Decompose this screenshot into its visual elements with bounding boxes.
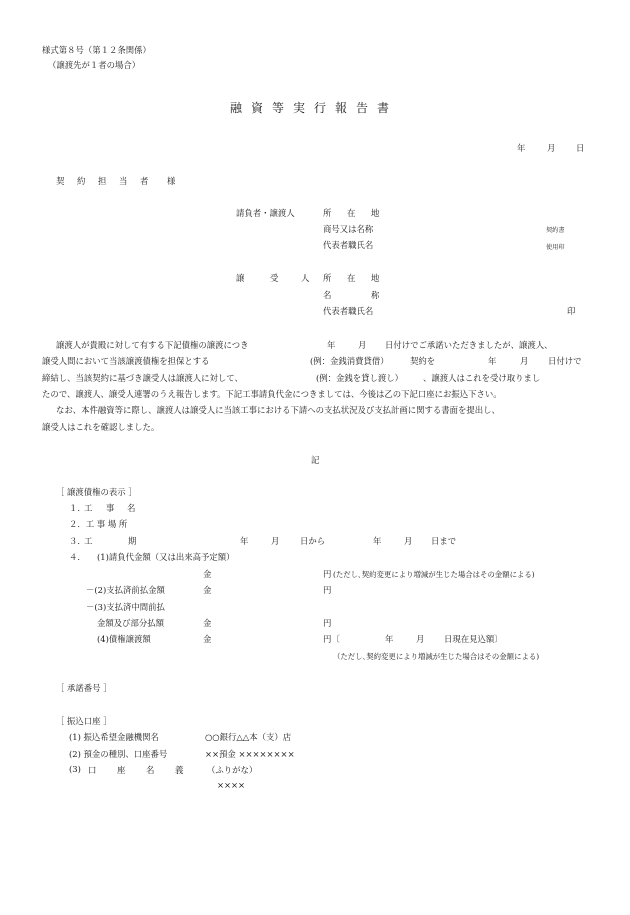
account-r3-kana: （ふりがな） [207,765,258,775]
claims-heading: ［ 譲渡債権の表示 ］ [56,487,137,497]
assignee-address-char: 地 [371,273,380,283]
addressee-honorific: 様 [167,176,176,186]
account-r3-value: ×××× [217,780,246,790]
body-p1-l2-a: 譲受人間において当該譲渡債権を担保とする [42,356,210,366]
item4-1-en: 円 [323,569,332,579]
approval-heading: ［ 承諾番号 ］ [56,683,112,693]
item4-3-kin: 金 [203,618,212,628]
addressee-char: 者 [140,176,149,186]
item4-1-label: (1)請負代金額（又は出来高予定額） [97,552,235,562]
account-r2-value: ××預金 ×××××××× [205,749,295,759]
item4-4-note: （ただし､契約変更により増減が生じた場合はその金額による) [333,652,540,661]
addressee-char: 当 [119,176,128,186]
item3-month: 月 [271,536,280,546]
body-p2-l1: なお、本件融資等に際し、譲渡人は譲受人に当該工事における下請への支払状況及び支払計画に関する書面を提出し、 [56,405,500,415]
account-r3-char: 名 [146,765,155,775]
account-r2-label: (2) 預金の種別、口座番号 [69,749,168,759]
assignor-name-label: 商号又は名称 [323,224,374,234]
account-r3-char: 座 [117,765,126,775]
item4-4-label: (4)債権譲渡額 [97,634,151,644]
account-r1-label: (1) 振込希望金融機関名 [69,732,159,742]
item4-4-kin: 金 [203,634,212,644]
contract-seal-note: 契約書 [546,227,565,234]
body-p1-l1-a: 譲渡人が貴殿に対して有する下記債権の譲渡につき [56,340,249,350]
item4-3-label-cont: 金額及び部分払額 [97,618,164,628]
item3-year: 年 [240,536,249,546]
item4-2-en: 円 [323,585,332,595]
item3-until: 日まで [431,536,457,546]
use-seal-note: 使用印 [546,244,565,251]
item4-number: ４． [69,552,86,562]
item4-1-kin: 金 [203,569,212,579]
assignee-address-char: 在 [347,273,356,283]
assignor-address-char: 所 [323,208,332,218]
body-p1-l3-a: 締結し、当該契約に基づき譲受人は譲渡人に対して、 [42,373,243,383]
account-heading: ［ 振込口座 ］ [56,716,112,726]
body-p1-l1-year: 年 [327,340,336,350]
title-char: 報 [335,101,348,115]
title-char: 実 [293,101,306,115]
title-char: 等 [272,101,285,115]
item1-char: 事 [106,503,115,513]
assignor-address-char: 地 [371,208,380,218]
assignor-role: 請負者・譲渡人 [236,208,295,218]
item4-2-kin: 金 [203,585,212,595]
body-p1-l2-example: (例：金銭消費貸借） [310,356,389,366]
body-p1-l2-b: 契約を [410,356,436,366]
title-char: 行 [314,101,327,115]
item4-1-note: (ただし､契約変更により増減が生じた場合はその金額による) [333,570,535,579]
assignee-role-char: 譲 [236,273,245,283]
item4-3-en: 円 [323,618,332,628]
item4-2-label: －(2)支払済前払金額 [86,585,165,595]
body-p2-l2: 譲受人はこれを確認しました。 [42,422,160,432]
assignor-rep-label: 代表者職氏名 [323,240,374,250]
item1-number: １. [69,503,81,513]
body-p1-l1-month: 月 [358,340,367,350]
item4-4-present: 日現在見込額〕 [444,634,503,644]
title-char: 融 [230,101,243,115]
item4-4-year: 年 [385,634,394,644]
item3-char: 工 [84,536,93,546]
item1-char: 名 [127,503,136,513]
item3-number: ３． [69,536,86,546]
account-r3-char: 義 [175,765,184,775]
assignee-role-char: 人 [301,273,310,283]
account-r3-char: 口 [88,765,97,775]
item3-year2: 年 [373,536,382,546]
assignee-seal-mark: 印 [567,306,576,316]
body-p1-l4: たので、譲渡人、譲受人連署のうえ報告します。下記工事請負代金につきましては、今後は乙の下記口座にお振込下さい。 [42,389,502,399]
body-p1-l2-c: 日付けで [548,356,582,366]
body-p1-l3-example: (例：金銭を貸し渡し） [316,373,404,383]
form-subnote: （譲渡先が１者の場合） [48,60,141,70]
date-year-label: 年 [517,143,526,153]
title-char: 告 [356,101,369,115]
item4-4-bracket: 円〔 [323,634,340,644]
body-p1-l1-b: 日付けでご承諾いただきましたが、譲渡人、 [385,340,553,350]
item3-from: 日から [300,536,326,546]
item4-4-month: 月 [416,634,425,644]
body-p1-l2-year: 年 [488,356,497,366]
date-day-label: 日 [576,143,585,153]
title-char: 資 [251,101,264,115]
form-number: 様式第８号（第１２条関係） [42,45,151,55]
account-r1-value: ○○銀行△△本（支）店 [205,732,292,742]
assignor-address-char: 在 [347,208,356,218]
assignee-name-char: 称 [371,290,380,300]
date-month-label: 月 [547,143,556,153]
account-r3-number: (3) [69,764,81,774]
assignee-rep-label: 代表者職氏名 [323,306,374,316]
item3-char: 期 [128,536,137,546]
ki-heading: 記 [311,455,320,465]
title-char: 書 [377,101,390,115]
item2-label: ２．工 事 場 所 [69,519,128,529]
item4-3-label: －(3)支払済中間前払 [86,602,165,612]
body-p1-l2-month: 月 [520,356,529,366]
assignee-address-char: 所 [323,273,332,283]
body-p1-l3-b: 、譲渡人はこれを受け取りまし [423,373,541,383]
addressee-char: 約 [77,176,86,186]
item3-month2: 月 [404,536,413,546]
item1-char: 工 [84,503,93,513]
assignee-name-char: 名 [323,290,332,300]
addressee-char: 契 [56,176,65,186]
addressee-char: 担 [98,176,107,186]
assignee-role-char: 受 [270,273,279,283]
